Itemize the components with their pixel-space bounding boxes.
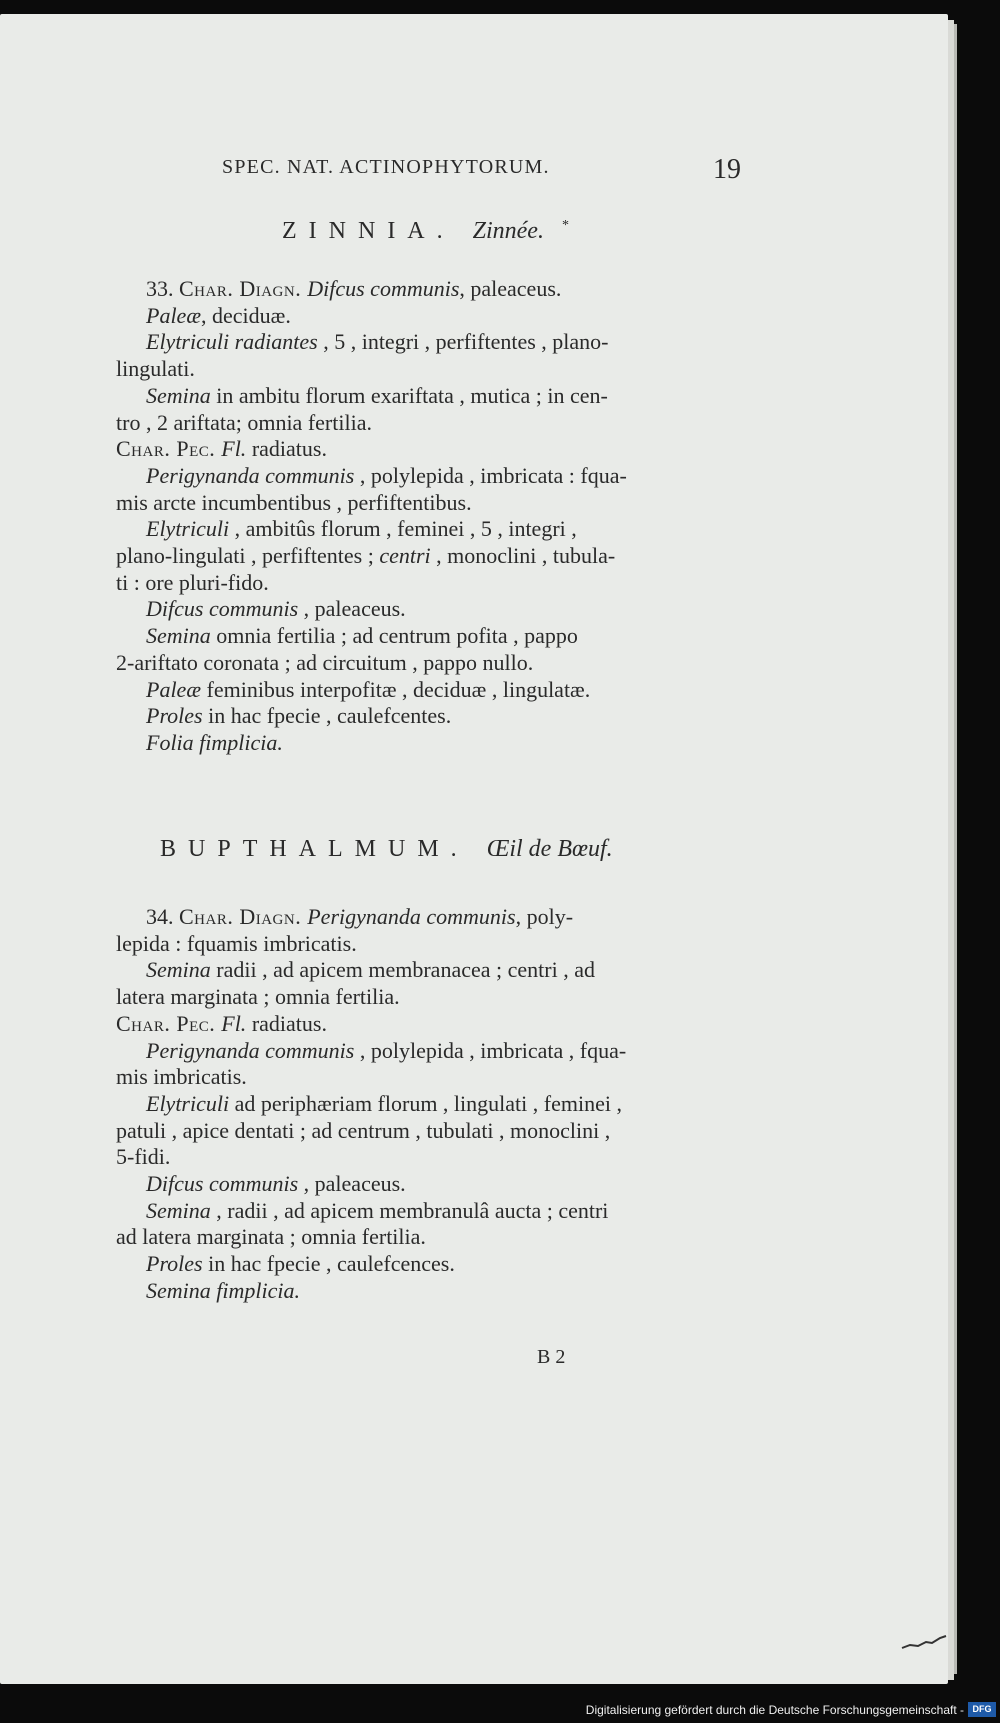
text-segment: Char. Pec. [116, 436, 222, 462]
text-segment: Proles [146, 1251, 203, 1277]
text-line [116, 931, 357, 957]
text-segment: Char. Pec. [116, 1010, 222, 1036]
text-segment: tro , 2 ariftata; omnia fertilia. [116, 409, 372, 435]
text-segment: Fl. [221, 436, 247, 462]
text-segment: centri [379, 543, 431, 568]
text-segment: in hac fpecie , caulefcentes. [202, 703, 452, 729]
text-line [146, 596, 406, 622]
text-segment: mis arcte incumbentibus , perfiftentibus. [116, 489, 472, 515]
text-segment: 2-ariftato coronata ; ad circuitum , pappo nullo. [116, 649, 534, 675]
text-segment: radii , ad apicem membranacea ; centri , ad [210, 957, 595, 983]
text-segment: Paleæ [146, 676, 201, 702]
text-line [146, 623, 578, 649]
text-line [116, 436, 327, 462]
ink-mark [900, 1634, 950, 1650]
text-segment: Semina [146, 1197, 211, 1223]
text-line [146, 1278, 300, 1304]
text-line [116, 1144, 170, 1170]
text-line [116, 543, 615, 569]
text-segment: radiatus. [246, 436, 327, 462]
text-line [116, 1064, 247, 1090]
text-line [146, 730, 283, 756]
genus-french-name: Œil de Bœuf. [486, 836, 613, 862]
text-segment: feminibus interpofitæ , deciduæ , lingulatæ. [201, 676, 591, 702]
text-line [146, 383, 608, 409]
running-head: SPEC. NAT. ACTINOPHYTORUM. [222, 156, 550, 178]
text-line [146, 904, 573, 930]
page-content [0, 14, 948, 1684]
page-number: 19 [713, 154, 741, 185]
text-segment: , paleaceus. [298, 596, 406, 622]
text-segment: Semina [146, 382, 211, 408]
text-segment: , polylepida , imbricata : fqua- [354, 462, 627, 488]
text-segment: Paleæ [146, 302, 201, 328]
text-segment: Folia fimplicia. [146, 729, 283, 755]
text-line [116, 1224, 426, 1250]
genus-heading-zinnia [282, 218, 569, 245]
text-segment: Difcus communis [146, 596, 299, 622]
text-segment: ad periphæriam florum , lingulati , feminei , [229, 1090, 622, 1116]
text-segment: , paleaceus. [459, 276, 562, 301]
text-segment: Elytriculi [146, 1090, 230, 1116]
genus-name: BUPTHALMUM. [160, 836, 469, 862]
text-line [146, 957, 595, 983]
text-segment: ad latera marginata ; omnia fertilia. [116, 1224, 426, 1250]
text-segment: , deciduæ. [201, 302, 291, 328]
text-segment: Proles [146, 703, 203, 729]
text-segment: Fl. [221, 1010, 247, 1036]
genus-name: ZINNIA. [282, 218, 455, 244]
text-segment: , 5 , integri , perfiftentes , plano- [317, 329, 609, 355]
text-segment: 33. [146, 276, 179, 301]
text-line [146, 276, 561, 302]
text-segment: in hac fpecie , caulefcences. [202, 1251, 455, 1277]
book-page [0, 14, 948, 1684]
text-line [146, 1038, 626, 1064]
text-segment: , paleaceus. [298, 1171, 406, 1196]
text-line [116, 570, 269, 596]
text-line [146, 703, 451, 729]
text-segment: Char. Diagn. [179, 904, 308, 929]
text-line [146, 463, 627, 489]
text-segment: patuli , apice dentati ; ad centrum , tubulati , monoclini , [116, 1117, 611, 1143]
text-segment: Perigynanda communis [146, 462, 355, 488]
page-edge-shadow [954, 24, 957, 1674]
signature-mark: B 2 [537, 1346, 566, 1368]
text-segment: Semina [146, 957, 211, 983]
text-segment: , radii , ad apicem membranulâ aucta ; centri [210, 1197, 609, 1223]
text-line [146, 1198, 608, 1224]
text-segment: 34. [146, 904, 179, 929]
text-segment: radiatus. [246, 1010, 327, 1036]
footer-credit: Digitalisierung gefördert durch die Deutsche Forschungsgemeinschaft - [585, 1703, 964, 1717]
text-segment: Difcus communis [146, 1171, 299, 1196]
text-segment: Elytriculi [146, 516, 230, 542]
text-line [146, 329, 609, 355]
footer-bar [0, 1698, 1000, 1723]
text-segment: omnia fertilia ; ad centrum pofita , pappo [210, 623, 578, 649]
text-segment: in ambitu florum exariftata , mutica ; in cen- [210, 382, 608, 408]
text-segment: , monoclini , tubula- [430, 543, 616, 568]
text-segment: mis imbricatis. [116, 1064, 247, 1090]
text-segment: 5-fidi. [116, 1144, 171, 1170]
text-line [146, 303, 291, 329]
text-line [146, 516, 577, 542]
text-segment: , polylepida , imbricata , fqua- [354, 1037, 627, 1063]
text-line [116, 356, 195, 382]
text-segment: Perigynanda communis [307, 904, 516, 929]
text-line [116, 984, 400, 1010]
text-segment: , poly- [515, 904, 574, 929]
text-segment: Difcus communis [307, 276, 460, 301]
text-segment: Elytriculi radiantes [146, 329, 318, 355]
text-line [116, 650, 533, 676]
text-segment: latera marginata ; omnia fertilia. [116, 984, 400, 1010]
text-line [116, 490, 472, 516]
text-line [116, 1118, 610, 1144]
text-line [146, 1251, 455, 1277]
text-segment: lingulati. [116, 356, 195, 382]
text-segment: , ambitûs florum , feminei , 5 , integri , [229, 516, 577, 542]
text-segment: Char. Diagn. [179, 276, 308, 301]
text-line [116, 1011, 327, 1037]
text-line [146, 1091, 622, 1117]
text-segment: ti : ore pluri-fido. [116, 569, 269, 595]
text-segment: lepida : fquamis imbricatis. [116, 930, 357, 956]
dfg-logo-icon: DFG [968, 1702, 996, 1717]
text-line [116, 410, 372, 436]
text-segment: Semina [146, 623, 211, 649]
genus-french-name: Zinnée. [472, 218, 544, 244]
text-segment: plano-lingulati , perfiftentes ; [116, 543, 380, 568]
text-segment: Semina fimplicia. [146, 1277, 300, 1303]
genus-heading-bupthalmum [160, 836, 613, 863]
text-line [146, 677, 590, 703]
text-segment: Perigynanda communis [146, 1037, 355, 1063]
genus-mark: * [561, 218, 569, 233]
text-line [146, 1171, 406, 1197]
